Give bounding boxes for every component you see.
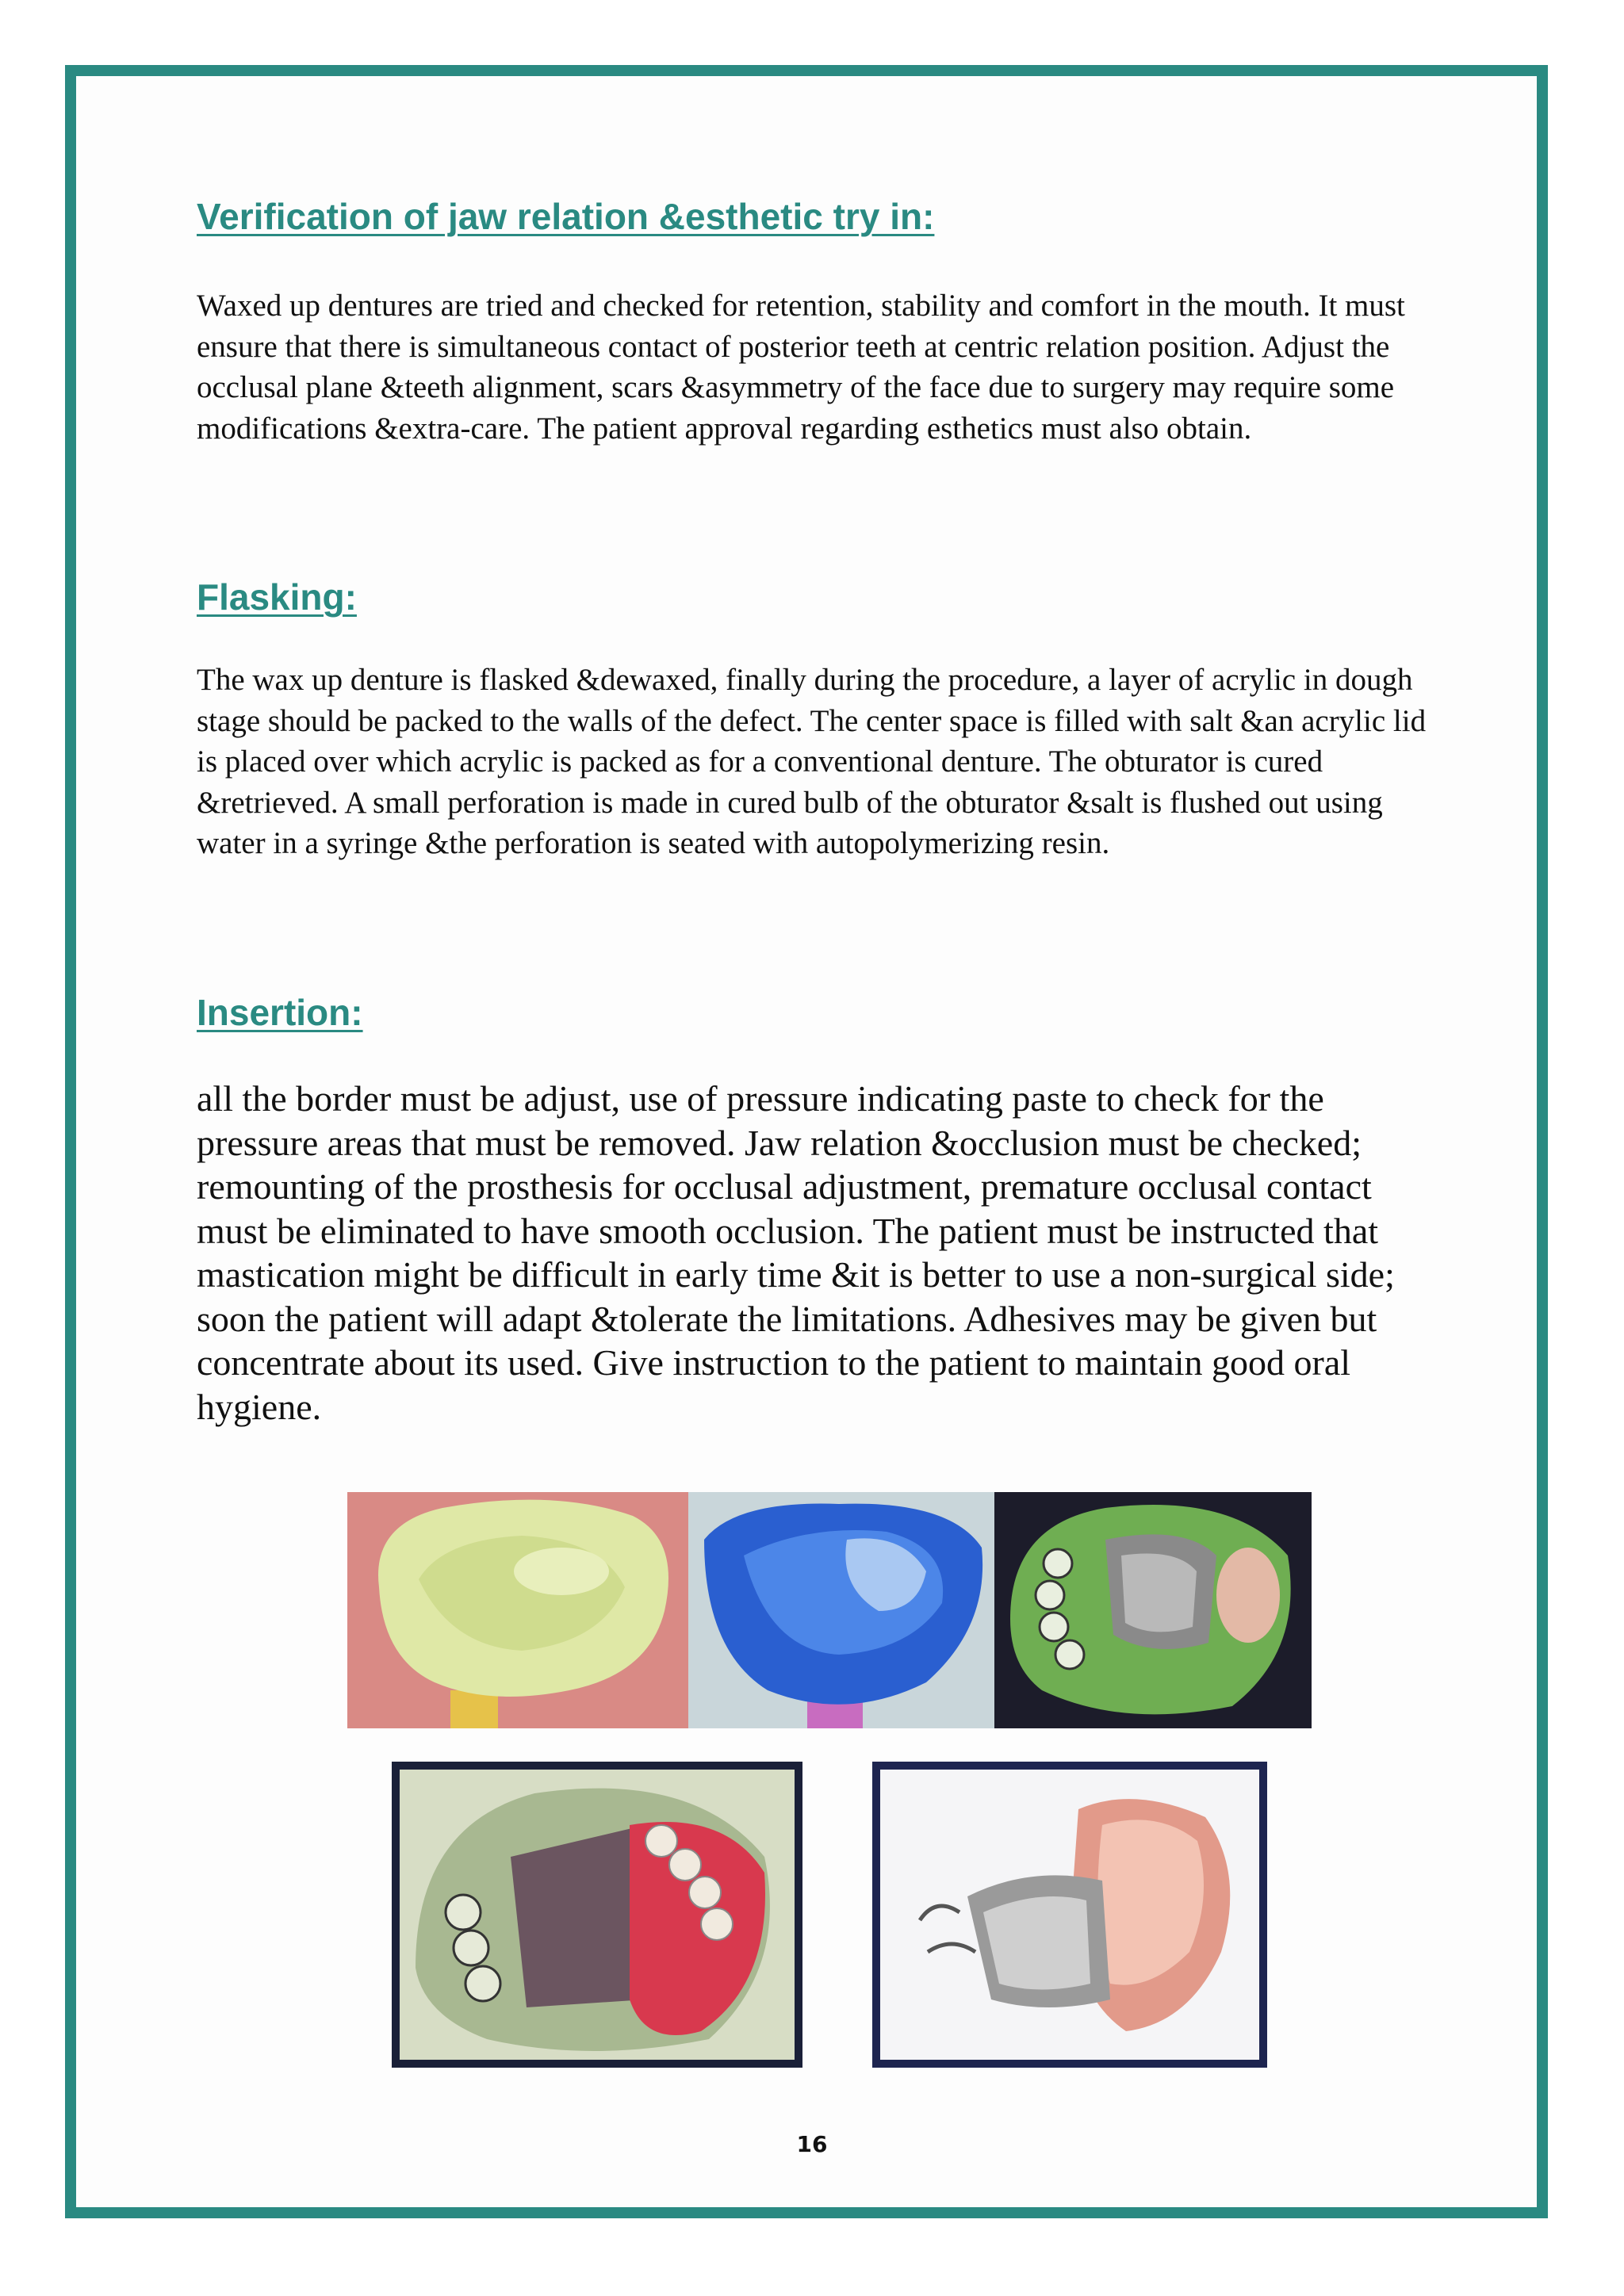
page-number: 16 bbox=[796, 2131, 828, 2157]
photo-blue-impression bbox=[688, 1492, 994, 1728]
heading-insertion: Insertion: bbox=[197, 992, 363, 1033]
photo-obturator-with-teeth bbox=[392, 1762, 802, 2068]
paragraph-verification: Waxed up dentures are tried and checked for retention, stability and comfort in the mouth. It must ensure that there is simultaneous contact of posterior teeth at centric relation position. Adjust the occlusal plane &teeth alignment, scars &asymmetry of the face due to surgery may require some modifications &extra-care. The patient approval regarding esthetics must also obtain. bbox=[197, 289, 1405, 446]
heading-verification: Verification of jaw relation &esthetic try in: bbox=[197, 196, 935, 237]
photo-yellow-impression bbox=[347, 1492, 688, 1728]
heading-flasking: Flasking: bbox=[197, 576, 357, 618]
paragraph-insertion: all the border must be adjust, use of pressure indicating paste to check for the pressure areas that must be removed. Jaw relation &occlusion must be checked; remounting of the prosthesis for occlusal adjustment, premature occlusal contact must be eliminated to have smooth occlusion. The patient must be instructed that mastication might be difficult in early time &it is better to use a non-surgical side; soon the patient will adapt &tolerate the limitations. Adhesives may be given but concentrate about its used. Give instruction to the patient to maintain good oral hygiene. bbox=[197, 1078, 1395, 1427]
photo-finished-obturator bbox=[872, 1762, 1267, 2068]
photo-framework-green-cast bbox=[994, 1492, 1312, 1728]
paragraph-flasking: The wax up denture is flasked &dewaxed, finally during the procedure, a layer of acrylic in dough stage should be packed to the walls of the defect. The center space is filled with salt &an acrylic lid is placed over which acrylic is packed as for a conventional denture. The obturator is cured &retrieved. A small perforation is made in cured bulb of the obturator &salt is flushed out using water in a syringe &the perforation is seated with autopolymerizing resin. bbox=[197, 663, 1427, 860]
